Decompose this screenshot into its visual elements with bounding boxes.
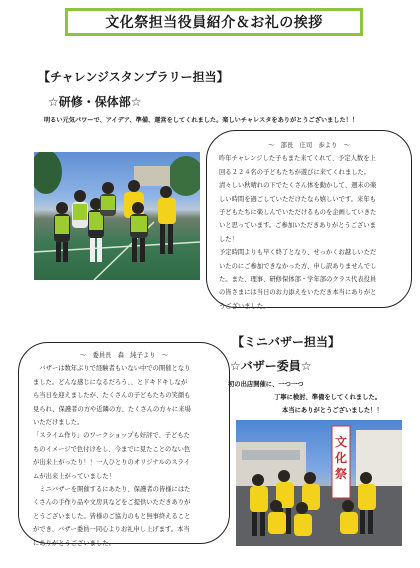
section1-heading: 【チャレンジスタンプラリー担当】 xyxy=(38,70,229,84)
section2-message-line: ができ、バザー委員一同心よりお礼申し上げます。本当 xyxy=(33,526,190,534)
section2-message-line: にありがとうございました。 xyxy=(33,539,115,547)
section1-message-line: いたのにご参加できなかった方、申し訳ありませんでし xyxy=(219,262,377,270)
section1-message-line: 昨年チャレンジした子もまた来てくれて、予定人数を上 xyxy=(219,155,376,163)
section1-message-line: した！ xyxy=(219,235,238,243)
section2-heading: 【ミニバザー担当】 xyxy=(232,335,341,349)
section2-subheading: ☆バザー委員☆ xyxy=(230,359,312,373)
bazaar-photo-illustration xyxy=(236,420,402,546)
section1-message-line: 予定時間よりも早く終了となり、せっかくお越しいただ xyxy=(219,249,377,257)
section2-message-line: が出来上がったり！！一人ひとりのオリジナルのスライ xyxy=(33,459,190,467)
section2-message xyxy=(33,362,215,550)
page-title: 文化祭担当役員紹介＆お礼の挨拶 xyxy=(105,15,323,31)
section1-message xyxy=(219,152,399,313)
section2-message-line: バザーは数年ぶりで経験者もいない中での開催となり xyxy=(33,365,191,373)
section2-speaker: ～ 委員長 森 純子より ～ xyxy=(79,352,169,359)
section1-group-photo xyxy=(34,152,200,280)
bazaar-banner-char-2: 化 xyxy=(334,451,348,465)
group-photo-illustration xyxy=(34,152,200,280)
section2-message-line: とうございました。皆様のご協力のもと無事終えること xyxy=(33,512,191,520)
section1-speaker: ～ 部長 庄司 歩より ～ xyxy=(268,142,350,149)
section2-intro-line-3: 本当にありがとうございました！！ xyxy=(282,407,383,414)
section1-message-line: 回る２２４名の子どもたちが遊びに来てくれました。 xyxy=(219,168,371,176)
section2-message-line: ました。どんな感じになるだろう、、とドキドキしなが xyxy=(33,378,188,386)
section1-message-line: いと思っています。ご参加いただきありがとうございま xyxy=(219,222,376,230)
page xyxy=(4,2,416,566)
section1-message-line: 子どもたちに楽しんでいただけるものを企画していきた xyxy=(219,209,377,217)
section2-message-line: ら当日を迎えましたが、たくさんの子どもたちの笑顔も xyxy=(33,392,191,400)
section2-message-line: ムが出来上がっていました！ xyxy=(33,472,115,480)
section1-message-line: た。また、理事、研修保体部・学年部のクラス代表役員 xyxy=(219,276,377,284)
section1-subheading: ☆研修・保体部☆ xyxy=(48,95,142,109)
section1-message-line: うございました。 xyxy=(219,302,270,310)
section2-intro-line-2: 丁寧に検討、準備をしてくれました。 xyxy=(274,394,382,401)
section2-group-photo xyxy=(236,420,402,546)
bazaar-banner-char-3: 祭 xyxy=(334,467,348,481)
section1-intro: 明るい元気パワーで、アイデア、準備、運営をしてくれました。楽しいチャレスタをありがとうございました！！ xyxy=(44,117,359,124)
section2-message-bubble xyxy=(18,342,230,547)
section1-message-bubble xyxy=(206,130,412,308)
section2-message-line: いただけました。 xyxy=(33,419,84,427)
section1-message-line: しい時間を過ごしていただけたなら嬉しいです。来年も xyxy=(219,195,376,203)
section1-message-line: 清々しい秋晴れの下でたくさん体を動かして、週末の楽 xyxy=(219,182,377,190)
section2-message-line: ちのイメージで色付けをし、今までに見たことのない色 xyxy=(33,445,191,453)
section2-message-line: 「スライム作り」のワークショップも好評で、子どもた xyxy=(33,432,190,440)
bazaar-banner-char-1: 文 xyxy=(334,435,348,449)
page-title-box xyxy=(65,8,363,36)
section1-message-line: の皆さまには当日のお力添えをいただき本当にありがと xyxy=(219,289,377,297)
section2-message-line: 見られ、保護者の方や近隣の方、たくさんの方々に来場 xyxy=(33,405,191,413)
section2-intro-line-1: 初の出店開催に、一つ一つ xyxy=(228,381,304,388)
section2-message-line: ミニバザーを開催するにあたり、保護者の皆様にはた xyxy=(33,486,191,494)
section2-message-line: くさんの手作り品や文房具などをご提供いただきありが xyxy=(33,499,191,507)
